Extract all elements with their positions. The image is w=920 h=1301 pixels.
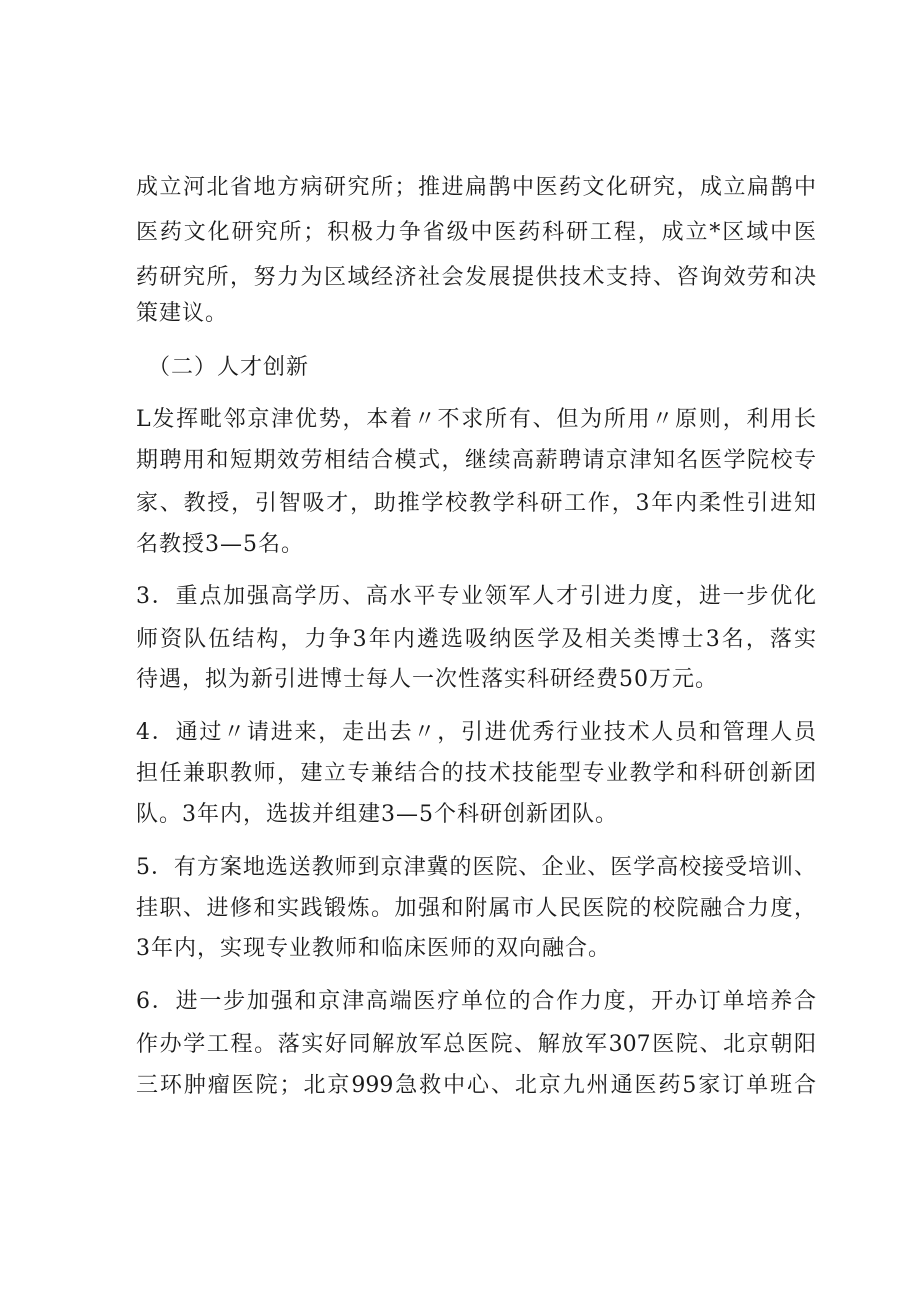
item-6-line-1: 6．进一步加强和京津高端医疗单位的合作力度，开办订单培养合 [136, 989, 816, 1014]
item-1-line-2: 期聘用和短期效劳相结合模式，继续高薪聘请京津知名医学院校专 [136, 448, 816, 473]
paragraph-1-line-2: 医药文化研究所；积极力争省级中医药科研工程，成立*区域中医 [136, 220, 816, 245]
item-1-line-4: 名教授3—5名。 [136, 532, 304, 557]
item-5-line-3: 3年内，实现专业教师和临床医师的双向融合。 [136, 936, 611, 961]
item-4-line-2: 担任兼职教师，建立专兼结合的技术技能型专业教学和科研创新团 [136, 761, 816, 786]
item-6-line-3: 三环肿瘤医院；北京999急救中心、北京九州通医药5家订单班合 [136, 1073, 816, 1098]
item-1-line-3: 家、教授，引智吸才，助推学校教学科研工作，3年内柔性引进知 [136, 491, 816, 516]
item-6-line-2: 作办学工程。落实好同解放军总医院、解放军307医院、北京朝阳 [136, 1032, 816, 1057]
section-heading: （二）人才创新 [148, 355, 310, 380]
paragraph-1-line-4: 策建议。 [136, 301, 229, 326]
item-3-line-3: 待遇，拟为新引进博士每人一次性落实科研经费50万元。 [136, 667, 718, 692]
paragraph-1-line-3: 药研究所，努力为区域经济社会发展提供技术支持、咨询效劳和决 [136, 265, 816, 290]
item-4-line-3: 队。3年内，选拔并组建3—5个科研创新团队。 [136, 802, 618, 827]
item-5-line-2: 挂职、进修和实践锻炼。加强和附属市人民医院的校院融合力度， [136, 896, 816, 921]
item-4-line-1: 4．通过〃请进来，走出去〃，引进优秀行业技术人员和管理人员 [136, 720, 816, 745]
item-3-line-1: 3．重点加强高学历、高水平专业领军人才引进力度，进一步优化 [136, 584, 816, 609]
item-1-line-1: L发挥毗邻京津优势，本着〃不求所有、但为所用〃原则，利用长 [136, 407, 816, 432]
item-5-line-1: 5．有方案地选送教师到京津冀的医院、企业、医学高校接受培训、 [136, 855, 816, 880]
item-3-line-2: 师资队伍结构，力争3年内遴选吸纳医学及相关类博士3名，落实 [136, 627, 816, 652]
paragraph-1-line-1: 成立河北省地方病研究所；推进扁鹊中医药文化研究，成立扁鹊中 [136, 175, 816, 200]
